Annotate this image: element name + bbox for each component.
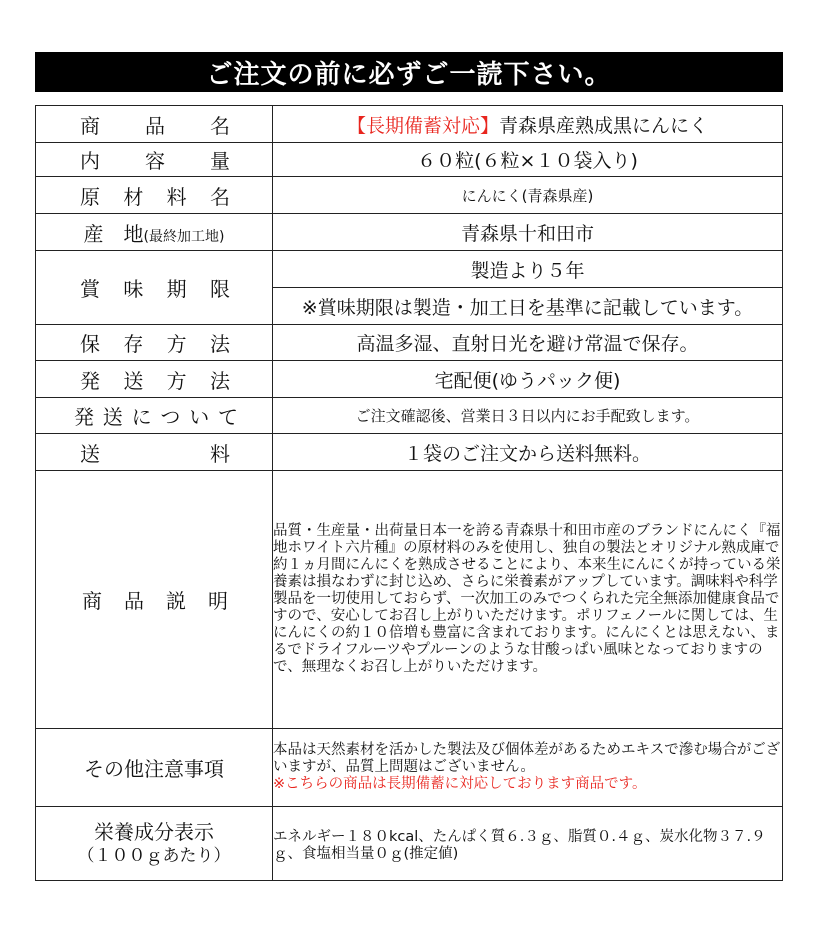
label-char: 法 — [209, 368, 230, 393]
value-about-shipping: ご注文確認後、営業日３日以内にお手配致します。 — [273, 398, 783, 434]
nutrition-label-main: 栄養成分表示 — [94, 819, 214, 844]
row-other-notes — [36, 729, 783, 807]
row-about-shipping — [36, 398, 783, 434]
label-char: て — [217, 405, 238, 429]
label-description — [36, 471, 273, 729]
value-nutrition: エネルギー１８０kcal、たんぱく質６.３ｇ、脂質０.４ｇ、炭水化物３７.９ｇ、食塩相当量０ｇ(推定値) — [273, 807, 783, 881]
label-char: に — [131, 405, 152, 429]
label-char: 名 — [209, 184, 230, 209]
long-term-storage-tag: 【長期備蓄対応】 — [346, 114, 499, 137]
label-char: 送 — [102, 405, 123, 429]
label-char: 方 — [166, 332, 187, 356]
row-ingredients — [36, 177, 783, 214]
long-term-storage-warning: ※こちらの商品は長期備蓄に対応しております商品です。 — [273, 776, 647, 792]
label-contents — [36, 143, 273, 177]
label-char: 法 — [209, 332, 230, 356]
label-char: 発 — [80, 368, 100, 393]
row-storage — [36, 325, 783, 361]
label-ingredients — [36, 177, 273, 214]
label-char: 説 — [166, 589, 186, 613]
value-best-before-note: ※賞味期限は製造・加工日を基準に記載しています。 — [273, 288, 783, 325]
label-char: 方 — [166, 368, 187, 393]
value-other-notes — [273, 729, 783, 807]
value-contents: ６０粒(６粒×１０袋入り) — [273, 143, 783, 177]
row-best-before — [36, 251, 783, 288]
label-char: 商 — [82, 589, 102, 613]
label-char: 品 — [124, 589, 144, 613]
label-char: 送 — [123, 368, 144, 393]
value-ingredients: にんにく(青森県産) — [273, 177, 783, 214]
value-origin: 青森県十和田市 — [273, 214, 783, 251]
value-best-before: 製造より５年 — [273, 251, 783, 288]
origin-label-main: 産 地 — [83, 221, 144, 246]
value-storage: 高温多湿、直射日光を避け常温で保存。 — [273, 325, 783, 361]
label-product-name — [36, 106, 273, 143]
label-char: 味 — [123, 277, 144, 301]
label-best-before — [36, 251, 273, 325]
row-origin — [36, 214, 783, 251]
origin-label-sub: (最終加工地) — [143, 228, 225, 245]
row-contents — [36, 143, 783, 177]
label-char: 送 — [80, 441, 100, 466]
label-nutrition — [36, 807, 273, 881]
label-char: い — [189, 405, 210, 429]
label-char: 量 — [210, 149, 230, 173]
notice-banner: ご注文の前に必ずご一読下さい。 — [35, 52, 783, 92]
label-char: 料 — [210, 441, 230, 466]
product-info-table — [35, 105, 783, 881]
label-char: 期 — [166, 277, 187, 301]
row-product-name — [36, 106, 783, 143]
other-notes-text: 本品は天然素材を活かした製法及び個体差があるためエキスで滲む場合がございますが、品質上問題はございません。 — [273, 742, 781, 775]
label-storage — [36, 325, 273, 361]
label-char: つ — [160, 405, 181, 429]
value-product-name — [273, 106, 783, 143]
label-char: 商 — [80, 113, 100, 138]
label-char: 内 — [80, 149, 100, 173]
label-char: 名 — [210, 113, 230, 138]
label-char: 材 — [123, 184, 144, 209]
label-char: 限 — [209, 277, 230, 301]
label-char: 原 — [80, 184, 100, 209]
value-postage: １袋のご注文から送料無料。 — [273, 434, 783, 471]
value-shipping-method: 宅配便(ゆうパック便) — [273, 361, 783, 398]
row-nutrition — [36, 807, 783, 881]
label-char: 料 — [166, 184, 187, 209]
label-char: 賞 — [80, 277, 100, 301]
label-char: 存 — [123, 332, 144, 356]
value-description: 品質・生産量・出荷量日本一を誇る青森県十和田市産のブランドにんにく『福地ホワイト六片種』の原材料のみを使用し、独自の製法とオリジナル熟成庫で約１ヵ月間にんにくを熟成させることにより、本来生にんにくが持っている栄養素は損なわずに封じ込め、さらに栄養素がアップしています。調味料や科学製品を一切使用しておらず、一次加工のみでつくられた完全無添加健康食品ですので、安心してお召し上がりいただけます。ポリフェノールに関しては、生にんにくの約１０倍増も豊富に含まれております。にんにくとは思えない、まるでドライフルーツやプルーンのような甘酸っぱい風味となっておりますので、無理なくお召し上がりいただけます。 — [273, 471, 783, 729]
label-char: 保 — [80, 332, 100, 356]
row-shipping-method — [36, 361, 783, 398]
label-other-notes: その他注意事項 — [36, 729, 273, 807]
label-char: 容 — [145, 149, 165, 173]
label-postage — [36, 434, 273, 471]
row-postage — [36, 434, 783, 471]
label-char: 発 — [74, 405, 94, 429]
label-char: 明 — [208, 589, 228, 613]
label-char: 品 — [145, 113, 165, 138]
nutrition-label-sub: （１００ｇあたり） — [77, 845, 231, 866]
row-description — [36, 471, 783, 729]
label-origin — [36, 214, 273, 251]
label-shipping-method — [36, 361, 273, 398]
product-name-text: 青森県産熟成黒にんにく — [499, 114, 709, 137]
label-about-shipping — [36, 398, 273, 434]
